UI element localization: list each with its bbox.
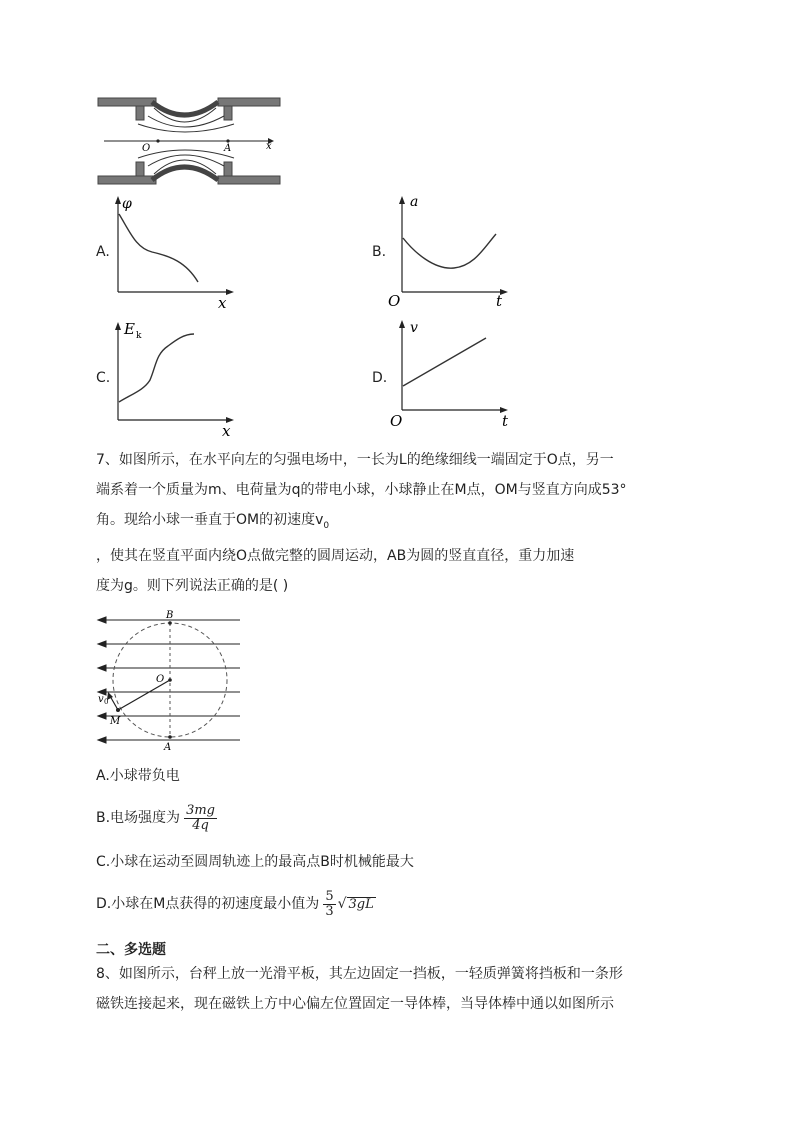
q7-option-d-root: 3gL <box>348 896 374 912</box>
sqrt-icon: √ <box>337 896 347 912</box>
graph-b-origin: O <box>388 292 401 310</box>
graph-c-ek-x <box>110 316 240 438</box>
fig-label-b: B <box>166 610 174 621</box>
graph-b-x-label: t <box>496 292 503 310</box>
q7-line3 <box>96 510 329 536</box>
axis-x-label: x <box>266 141 272 152</box>
q7-option-d-fraction <box>323 890 335 919</box>
graph-b-y-label: a <box>410 194 419 210</box>
option-c-label: C. <box>96 370 111 386</box>
graph-a-y-label: φ <box>122 196 132 212</box>
section-title: 二、多选题 <box>96 942 166 958</box>
q7-option-b-den: 4q <box>192 817 209 833</box>
graph-b-a-t <box>384 192 514 310</box>
q7-option-d-text: D.小球在M点获得的初速度最小值为 <box>96 896 320 912</box>
fig-label-v0-sub: 0 <box>104 698 109 706</box>
q7-line3-sub: 0 <box>323 520 330 531</box>
electrode-field-figure <box>94 94 284 190</box>
option-d-label: D. <box>372 370 388 386</box>
option-a-label: A. <box>96 244 110 260</box>
q7-option-c: C.小球在运动至圆周轨迹上的最高点B时机械能最大 <box>96 854 414 870</box>
q7-line4: ，使其在竖直平面内绕O点做完整的圆周运动，AB为圆的竖直直径，重力加速 <box>96 548 575 564</box>
q7-option-a: A.小球带负电 <box>96 768 180 784</box>
fig-label-a: A <box>164 742 172 752</box>
q8-line2: 磁铁连接起来，现在磁铁上方中心偏左位置固定一导体棒，当导体棒中通以如图所示 <box>96 996 614 1012</box>
q7-option-b <box>96 800 217 836</box>
q7-line2: 端系着一个质量为m、电荷量为q的带电小球，小球静止在M点，OM与竖直方向成53° <box>96 482 627 498</box>
option-b-label: B. <box>372 244 387 260</box>
q7-line1: 7、如图所示，在水平向左的匀强电场中，一长为L的绝缘细线一端固定于O点，另一 <box>96 452 614 468</box>
point-o-label: O <box>142 143 151 154</box>
q8-line1: 8、如图所示，台秤上放一光滑平板，其左边固定一挡板，一轻质弹簧将挡板和一条形 <box>96 966 623 982</box>
graph-c-y-label: E <box>124 320 135 338</box>
q7-option-b-fraction <box>184 804 217 833</box>
graph-d-v-t <box>384 316 514 438</box>
graph-c-y-sub: k <box>136 331 142 341</box>
fig-label-o: O <box>156 674 165 685</box>
graph-d-y-label: v <box>410 320 418 336</box>
graph-a-phi-x <box>110 192 240 310</box>
graph-d-x-label: t <box>502 412 509 430</box>
circle-in-field-figure <box>94 606 244 752</box>
graph-a-x-label: x <box>218 294 227 310</box>
q7-option-d-num: 5 <box>325 888 334 904</box>
point-a-label: A <box>224 143 232 154</box>
q7-line5: 度为g。则下列说法正确的是( ) <box>96 578 289 594</box>
fig-label-v0: v <box>98 694 104 705</box>
fig-label-m: M <box>110 716 121 727</box>
q7-option-d-den: 3 <box>325 903 334 919</box>
graph-c-x-label: x <box>222 422 231 438</box>
q7-option-d <box>96 886 376 922</box>
q7-line3-text: 角。现给小球一垂直于OM的初速度v <box>96 512 324 528</box>
q7-option-b-text: B.电场强度为 <box>96 810 181 826</box>
graph-d-origin: O <box>390 412 403 430</box>
q7-option-b-num: 3mg <box>186 802 215 818</box>
